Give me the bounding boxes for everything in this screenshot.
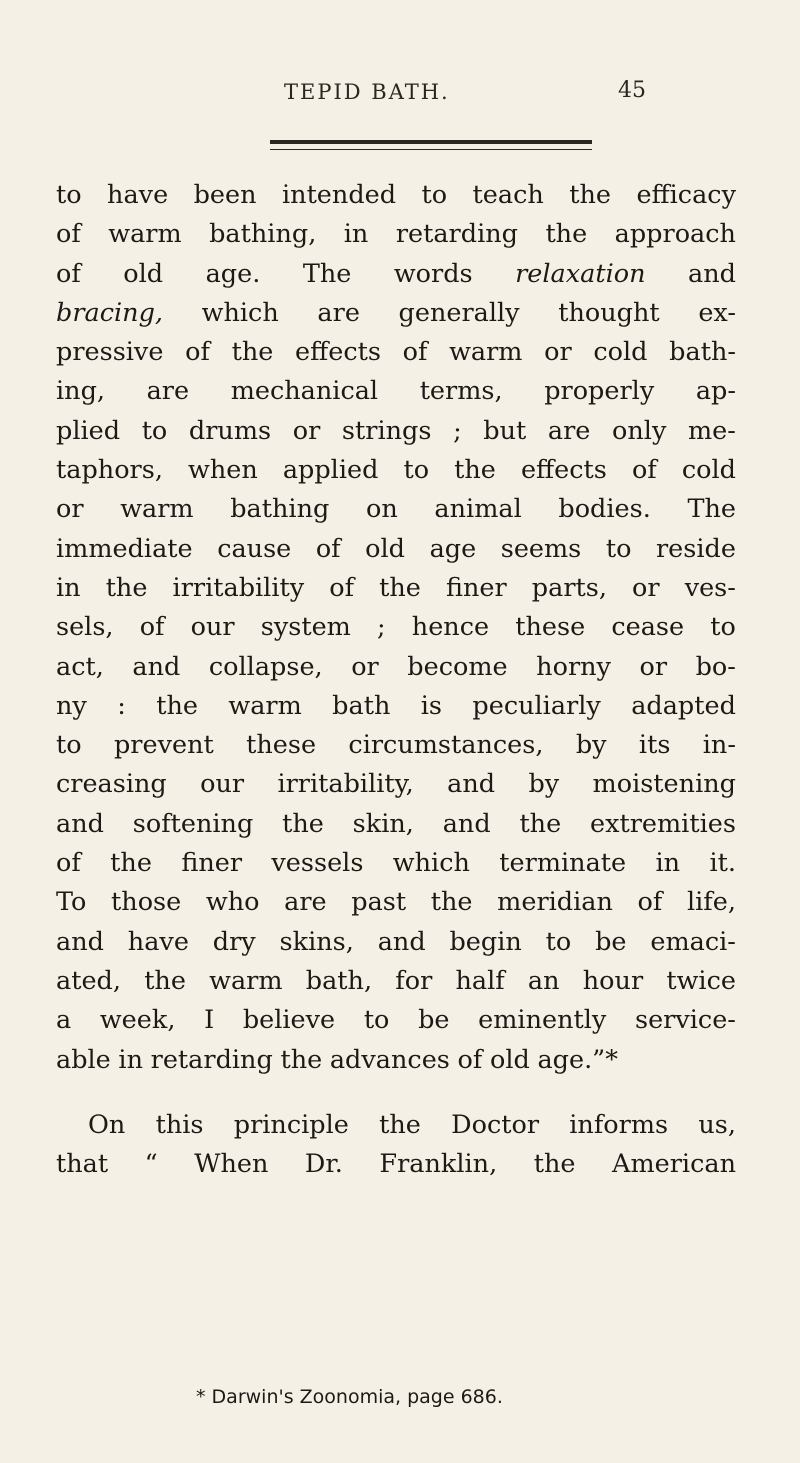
text-line: able in retarding the advances of old age.”* <box>56 1044 618 1075</box>
text-line: to have been intended to teach the efficacy <box>56 180 736 210</box>
text-line: or warm bathing on animal bodies. The <box>56 494 736 525</box>
text-line: bracing, which are generally thought ex- <box>56 297 736 328</box>
footnote: * Darwin's Zoonomia, page 686. <box>196 1386 503 1408</box>
running-title: TEPID BATH. <box>284 80 450 104</box>
header-rule-thin <box>270 149 592 150</box>
text-line: that “ When Dr. Franklin, the American <box>56 1149 736 1180</box>
paragraph-1 <box>56 176 736 1080</box>
page-header <box>0 70 800 110</box>
text-line: sels, of our system ; hence these cease to <box>56 612 736 643</box>
text-line: and have dry skins, and begin to be emaci- <box>56 926 736 957</box>
text-line: of the finer vessels which terminate in it. <box>56 848 736 879</box>
text-line: in the irritability of the finer parts, or ves- <box>56 572 736 603</box>
text-line: act, and collapse, or become horny or bo- <box>56 651 736 682</box>
text-line: taphors, when applied to the effects of cold <box>56 455 736 486</box>
text-line: and softening the skin, and the extremities <box>56 808 736 839</box>
text-line: of old age. The words relaxation and <box>56 258 736 289</box>
text-line: plied to drums or strings ; but are only me- <box>56 415 736 446</box>
header-rule-thick <box>270 140 592 144</box>
page-number: 45 <box>618 78 646 103</box>
body-text <box>56 176 736 1184</box>
text-line: a week, I believe to be eminently service- <box>56 1005 736 1036</box>
text-line: of warm bathing, in retarding the approach <box>56 219 736 250</box>
text-line: creasing our irritability, and by moistening <box>56 769 736 800</box>
paragraph-2 <box>56 1106 736 1185</box>
text-line: ny : the warm bath is peculiarly adapted <box>56 690 736 721</box>
text-line: To those who are past the meridian of life, <box>56 887 736 918</box>
text-line: ated, the warm bath, for half an hour twice <box>56 965 736 996</box>
text-line: immediate cause of old age seems to reside <box>56 533 736 564</box>
text-line: On this principle the Doctor informs us, <box>88 1109 736 1140</box>
text-line: ing, are mechanical terms, properly ap- <box>56 376 736 407</box>
text-line: pressive of the effects of warm or cold bath- <box>56 337 736 368</box>
text-line: to prevent these circumstances, by its in- <box>56 730 736 761</box>
